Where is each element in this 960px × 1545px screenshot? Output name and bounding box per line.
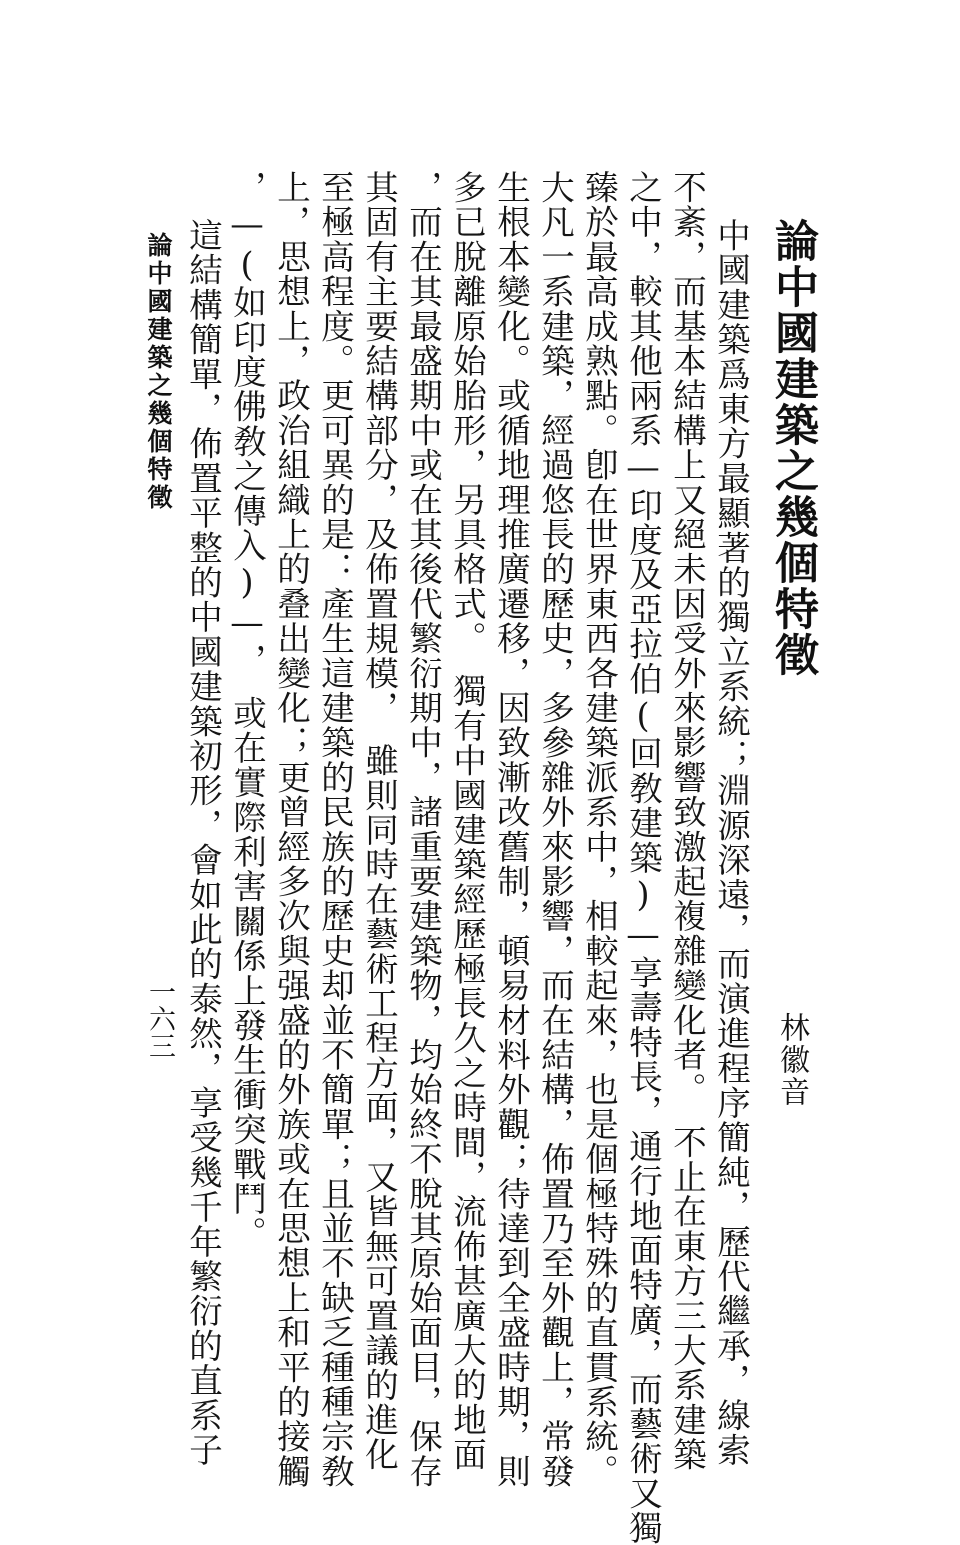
body-line-4: 臻於最高成熟點。卽在世界東西各建築派系中，相較起來，也是個極特殊的直貫系統。: [579, 170, 619, 1489]
body-line-12: ，—(如印度佛敎之傳入)—， 或在實際利害關係上發生衝突戰鬥。: [227, 170, 267, 1251]
body-line-10: 至極高程度。更可異的是：產生這建築的民族的歷史却並不簡單；且並不缺乏種種宗敎: [315, 170, 355, 1489]
article-title: 論中國建築之幾個特徵: [767, 218, 818, 678]
body-line-6: 生根本變化。或循地理推廣遷移，因致漸改舊制，頓易材料外觀；待達到全盛時期，則: [491, 170, 531, 1489]
body-line-5: 大凡一系建築，經過悠長的歷史，多參雜外來影響，而在結構，佈置乃至外觀上，常發: [535, 170, 575, 1489]
body-line-11: 上，思想上，政治組織上的叠出變化；更曾經多次與强盛的外族或在思想上和平的接觸: [271, 170, 311, 1489]
page-number: 一六三: [144, 978, 175, 1059]
body-line-7: 多已脫離原始胎形，另具格式。 獨有中國建築經歷極長久之時間，流佈甚廣大的地面: [447, 170, 487, 1472]
body-line-13: 這結構簡單，佈置平整的中國建築初形，會如此的泰然，享受幾千年繁衍的直系子: [183, 218, 223, 1468]
body-line-3: 之中，較其他兩系—印度及亞拉伯(回敎建築)—享壽特長，通行地面特廣，而藝術又獨: [623, 170, 663, 1545]
body-line-1: 中國建築爲東方最顯著的獨立系統；淵源深遠，而演進程序簡純，歷代繼承，線索: [711, 218, 751, 1468]
body-line-2: 不紊，而基本結構上又絕未因受外來影響致激起複雜變化者。 不止在東方三大系建築: [667, 170, 707, 1472]
article-author: 林徽音: [774, 1012, 809, 1108]
body-line-8: ，而在其最盛期中或在其後代繁衍期中，諸重要建築物，均始終不脫其原始面目，保存: [403, 170, 443, 1489]
running-title: 論中國建築之幾個特徵: [144, 232, 173, 512]
body-line-9: 其固有主要結構部分，及佈置規模， 雖則同時在藝術工程方面，又皆無可置議的進化: [359, 170, 399, 1472]
